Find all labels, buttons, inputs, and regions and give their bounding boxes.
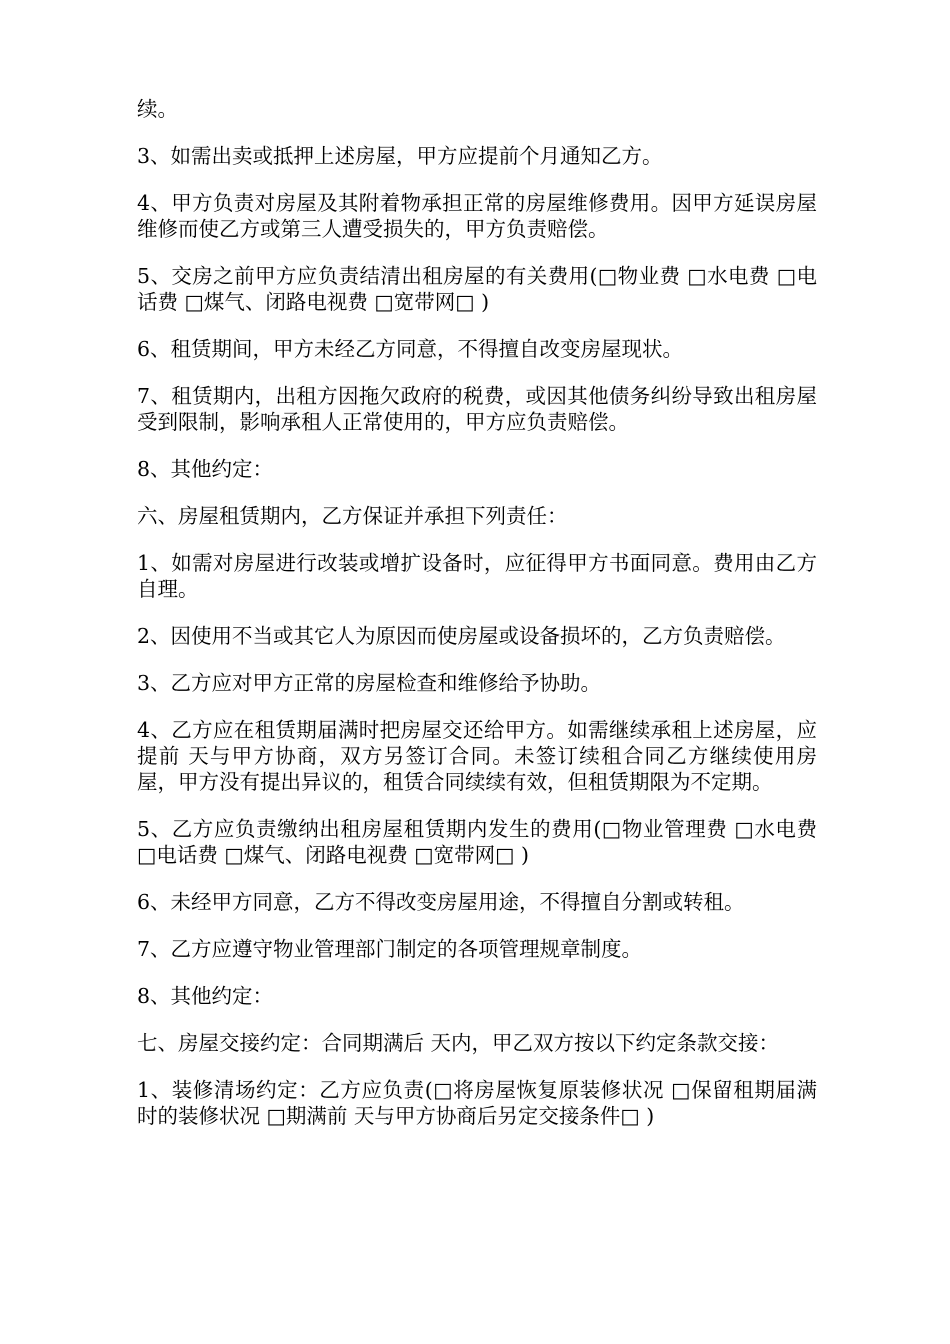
clause-tenant-8: 8、其他约定： <box>137 984 274 1008</box>
clause-tenant-1: 1、如需对房屋进行改装或增扩设备时，应征得甲方书面同意。费用由乙方自理。 <box>137 551 817 601</box>
clause-tenant-6: 6、未经甲方同意，乙方不得改变房屋用途，不得擅自分割或转租。 <box>137 890 745 914</box>
clause-landlord-3: 3、如需出卖或抵押上述房屋，甲方应提前个月通知乙方。 <box>137 144 663 168</box>
clause-landlord-8: 8、其他约定： <box>137 457 274 481</box>
paragraph-continuation: 续。 <box>137 97 178 121</box>
section-heading-handover: 七、房屋交接约定：合同期满后 天内，甲乙双方按以下约定条款交接： <box>137 1031 780 1055</box>
clause-landlord-6: 6、租赁期间，甲方未经乙方同意，不得擅自改变房屋现状。 <box>137 337 684 361</box>
clause-landlord-4: 4、甲方负责对房屋及其附着物承担正常的房屋维修费用。因甲方延误房屋维修而使乙方或第三人遭受损失的，甲方负责赔偿。 <box>137 191 817 241</box>
clause-tenant-4: 4、乙方应在租赁期届满时把房屋交还给甲方。如需继续承租上述房屋，应提前 天与甲方协商，双方另签订合同。未签订续租合同乙方继续使用房屋，甲方没有提出异议的，租赁合同续续有效，但租赁期限为不定期。 <box>137 718 817 794</box>
document-page <box>137 96 817 1150</box>
clause-tenant-7: 7、乙方应遵守物业管理部门制定的各项管理规章制度。 <box>137 937 643 961</box>
clause-handover-1: 1、装修清场约定：乙方应负责(□将房屋恢复原装修状况 □保留租期届满时的装修状况 □期满前 天与甲方协商后另定交接条件□ ) <box>137 1078 817 1128</box>
clause-tenant-5: 5、乙方应负责缴纳出租房屋租赁期内发生的费用(□物业管理费 □水电费 □电话费 □煤气、闭路电视费 □宽带网□ ) <box>137 817 817 867</box>
clause-landlord-7: 7、租赁期内，出租方因拖欠政府的税费，或因其他债务纠纷导致出租房屋受到限制，影响承租人正常使用的，甲方应负责赔偿。 <box>137 384 817 434</box>
clause-tenant-3: 3、乙方应对甲方正常的房屋检查和维修给予协助。 <box>137 671 602 695</box>
section-heading-tenant-duties: 六、房屋租赁期内，乙方保证并承担下列责任： <box>137 504 568 528</box>
clause-landlord-5: 5、交房之前甲方应负责结清出租房屋的有关费用(□物业费 □水电费 □电话费 □煤气、闭路电视费 □宽带网□ ) <box>137 264 817 314</box>
clause-tenant-2: 2、因使用不当或其它人为原因而使房屋或设备损坏的，乙方负责赔偿。 <box>137 624 786 648</box>
